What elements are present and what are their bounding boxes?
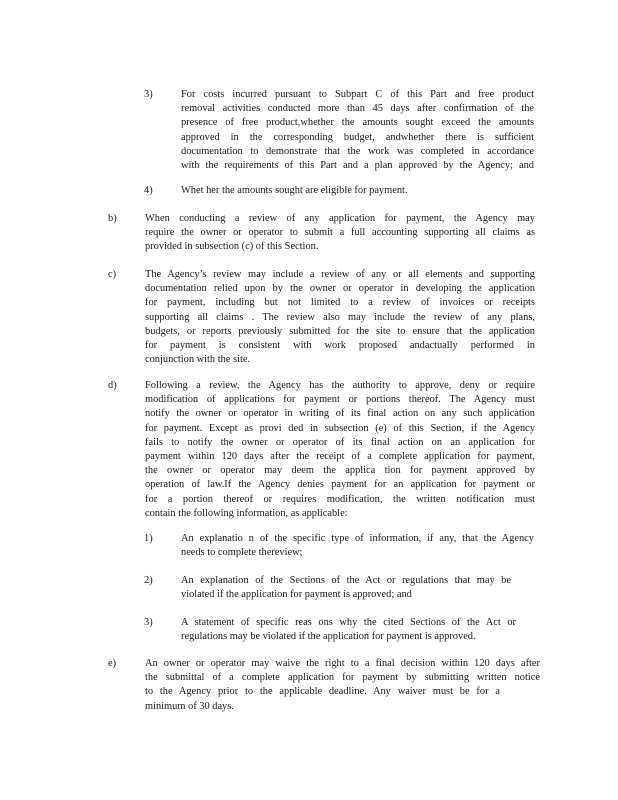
text-line: Whet her the amounts sought are eligible for payment. xyxy=(181,185,408,196)
subsection-text xyxy=(181,88,534,173)
text-line: Following a review, the Agency has the authority to approve, deny or require xyxy=(145,380,535,391)
text-line: presence of free product,whether the amounts sought exceed the amounts xyxy=(181,117,534,129)
text-line: supporting all claims . The review also may include the review of any plans, xyxy=(145,311,535,323)
text-line: budgets, or reports previously submitted for the site to ensure that the application xyxy=(145,325,535,337)
text-line: violated if the application for payment is approved; and xyxy=(181,589,412,601)
text-line: for a portion thereof or requires modification, the written notification must xyxy=(145,493,535,505)
text-line: with the requirements of this Part and a plan approved by the Agency; and xyxy=(181,160,534,172)
subsection-label: 1) xyxy=(144,533,153,544)
paragraph-text xyxy=(145,268,535,367)
paragraph-label: d) xyxy=(108,380,117,391)
text-line: documentation to demonstrate that the work was completed in accordance xyxy=(181,145,534,157)
paragraph-text xyxy=(145,212,535,255)
text-line: regulations may be violated if the application for payment is approved. xyxy=(181,631,476,643)
text-line: removal activities conducted more than 45 days after confirmation of the xyxy=(181,103,534,115)
text-line: An explanatio n of the specific type of information, if any, that the Agency xyxy=(181,533,534,544)
paragraph-label: c) xyxy=(108,269,117,280)
text-line: When conducting a review of any application for payment, the Agency may xyxy=(145,213,535,224)
text-line: provided in subsection (c) of this Section. xyxy=(145,241,319,253)
subsection-label: 2) xyxy=(144,575,153,586)
text-line: contain the following information, as applicable: xyxy=(145,507,348,519)
text-line: needs to complete thereview; xyxy=(181,547,303,559)
text-line: the owner or operator may deem the applica tion for payment approved by xyxy=(145,465,535,477)
text-line: conjunction with the site. xyxy=(145,354,251,366)
subsection-label: 3) xyxy=(144,89,153,100)
text-line: for payment is consistent with work proposed andactually performed in xyxy=(145,340,535,352)
text-line: require the owner or operator to submit a full accounting supporting all claims as xyxy=(145,227,535,239)
subsection-text xyxy=(181,574,511,602)
text-line: An explanation of the Sections of the Act or regulations that may be xyxy=(181,575,511,586)
subsection-text xyxy=(181,616,516,644)
paragraph-label: e) xyxy=(108,658,117,669)
text-line: operation of law.If the Agency denies payment for an application for payment or xyxy=(145,479,535,491)
text-line: fails to notify the owner or operator of its final action on an application for xyxy=(145,436,535,448)
text-line: modification of applications for payment or portions thereof. The Agency must xyxy=(145,394,535,406)
paragraph-label: b) xyxy=(108,213,117,224)
text-line: for payment, including but not limited to a review of invoices or receipts xyxy=(145,297,535,309)
text-line: payment within 120 days after the receipt of a complete application for payment, xyxy=(145,451,535,463)
text-line: notify the owner or operator in writing of its final action on any such application xyxy=(145,408,535,420)
subsection-text xyxy=(181,184,534,198)
paragraph-text xyxy=(145,379,535,521)
text-line: to the Agency prior to the applicable deadline. Any waiver must be for a xyxy=(145,686,500,698)
text-line: A statement of specific reas ons why the cited Sections of the Act or xyxy=(181,617,516,628)
text-line: An owner or operator may waive the right to a final decision within 120 days after xyxy=(145,658,540,669)
subsection-label: 3) xyxy=(144,617,153,628)
subsection-text xyxy=(181,532,534,560)
text-line: minimum of 30 days. xyxy=(145,700,234,712)
paragraph-text xyxy=(145,657,540,714)
text-line: For costs incurred pursuant to Subpart C of this Part and free product xyxy=(181,89,534,100)
text-line: approved in the corresponding budget, andwhether there is sufficient xyxy=(181,131,534,143)
subsection-label: 4) xyxy=(144,185,153,196)
text-line: The Agency’s review may include a review of any or all elements and supporting xyxy=(145,269,535,280)
text-line: for payment. Except as provi ded in subsection (e) of this Section, if the Agency xyxy=(145,422,535,434)
text-line: the submittal of a complete application for payment by submitting written notice xyxy=(145,672,540,684)
text-line: documentation relied upon by the owner or operator in developing the application xyxy=(145,283,535,295)
